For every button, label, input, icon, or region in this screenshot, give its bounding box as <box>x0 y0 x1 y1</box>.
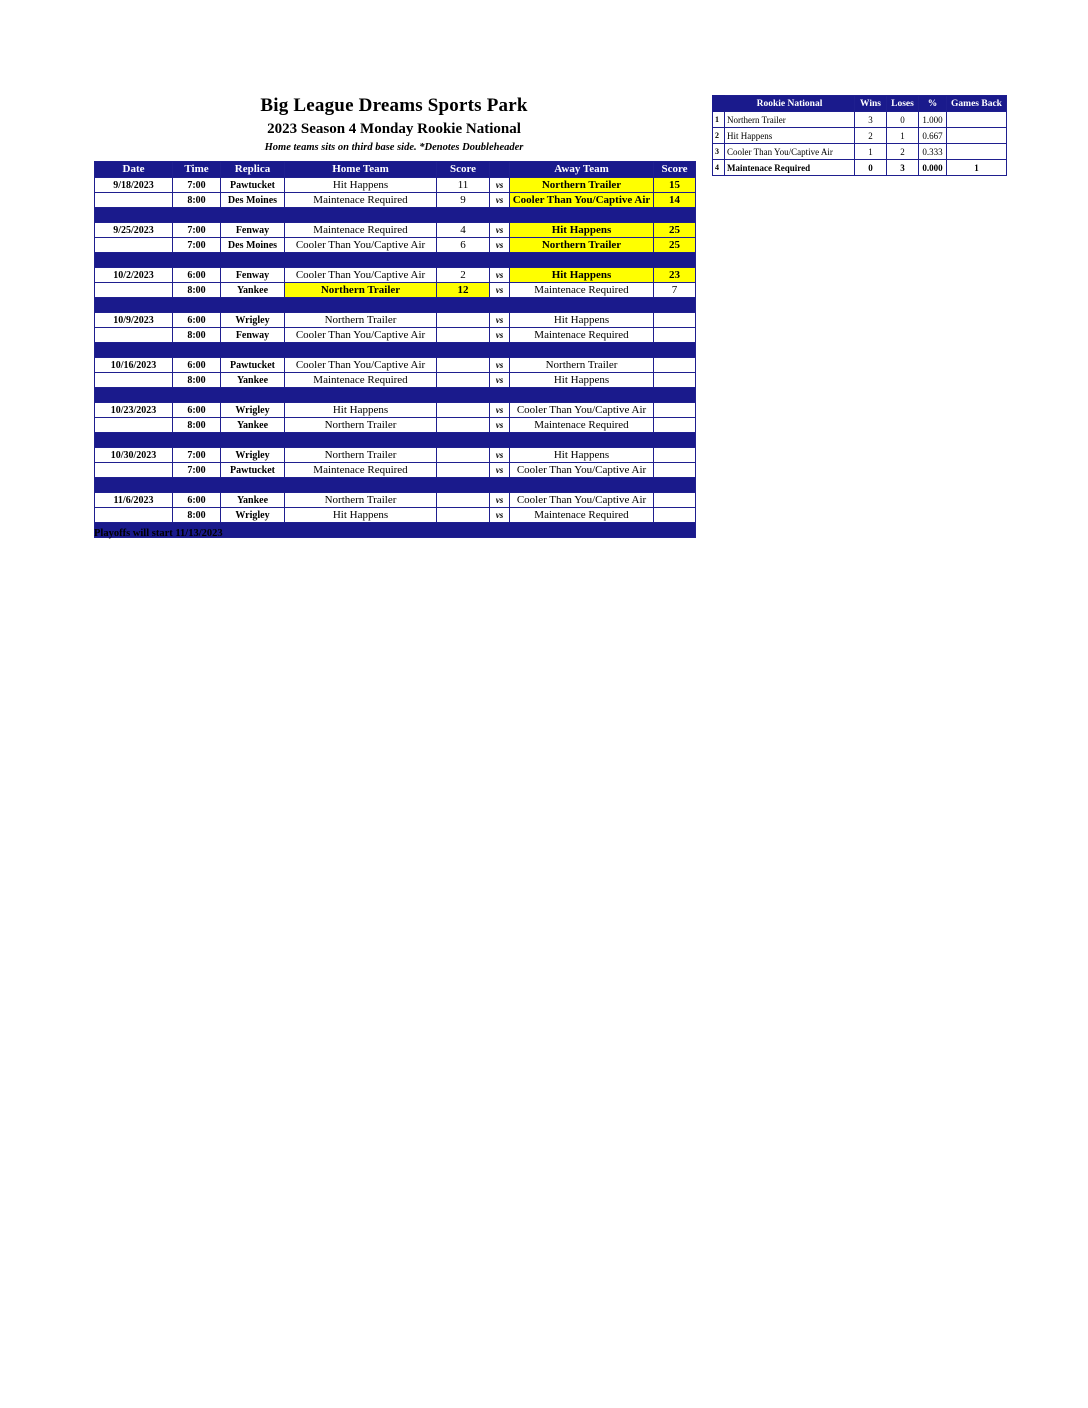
separator-cell <box>95 208 696 223</box>
column-header-date: Date <box>95 162 173 178</box>
standings-rank: 3 <box>713 144 725 160</box>
cell-replica: Fenway <box>221 268 285 283</box>
cell-away-score: 15 <box>654 178 696 193</box>
cell-vs: vs <box>490 313 510 328</box>
table-row <box>95 238 696 253</box>
cell-home-team: Hit Happens <box>285 403 437 418</box>
standings-games-back <box>947 128 1007 144</box>
cell-home-team: Hit Happens <box>285 508 437 523</box>
schedule-separator-row <box>95 433 696 448</box>
cell-time: 6:00 <box>173 493 221 508</box>
table-row <box>95 373 696 388</box>
cell-home-team: Cooler Than You/Captive Air <box>285 238 437 253</box>
standings-loses: 1 <box>887 128 919 144</box>
table-row <box>95 508 696 523</box>
page-subtitle: 2023 Season 4 Monday Rookie National <box>267 121 521 137</box>
header-note: Home teams sits on third base side. *Denotes Doubleheader <box>264 142 524 153</box>
cell-home-score: 2 <box>437 268 490 283</box>
cell-replica: Fenway <box>221 223 285 238</box>
cell-vs: vs <box>490 193 510 208</box>
cell-time: 6:00 <box>173 358 221 373</box>
cell-vs: vs <box>490 268 510 283</box>
cell-home-score <box>437 328 490 343</box>
cell-home-team: Cooler Than You/Captive Air <box>285 268 437 283</box>
cell-date: 11/6/2023 <box>95 493 173 508</box>
cell-replica: Pawtucket <box>221 178 285 193</box>
cell-time: 8:00 <box>173 508 221 523</box>
cell-away-team: Maintenace Required <box>510 418 654 433</box>
cell-home-score <box>437 508 490 523</box>
separator-cell <box>95 388 696 403</box>
column-header-away-score: Score <box>654 162 696 178</box>
playoff-note: Playoffs will start 11/13/2023 <box>94 528 223 539</box>
standings-pct: 0.000 <box>919 160 947 176</box>
cell-vs: vs <box>490 448 510 463</box>
cell-replica: Yankee <box>221 373 285 388</box>
cell-date <box>95 328 173 343</box>
schedule-table <box>94 161 696 538</box>
standings-rank: 4 <box>713 160 725 176</box>
cell-replica: Wrigley <box>221 313 285 328</box>
cell-away-score <box>654 508 696 523</box>
standings-games-back: 1 <box>947 160 1007 176</box>
cell-date: 10/2/2023 <box>95 268 173 283</box>
cell-home-score <box>437 418 490 433</box>
table-row <box>95 328 696 343</box>
cell-date <box>95 508 173 523</box>
cell-date <box>95 238 173 253</box>
standings-corner <box>713 96 725 112</box>
separator-cell <box>95 433 696 448</box>
cell-date <box>95 193 173 208</box>
table-row <box>95 403 696 418</box>
standings-team: Northern Trailer <box>725 112 855 128</box>
cell-away-team: Cooler Than You/Captive Air <box>510 403 654 418</box>
cell-home-team: Maintenace Required <box>285 463 437 478</box>
cell-home-team: Northern Trailer <box>285 283 437 298</box>
cell-away-team: Hit Happens <box>510 268 654 283</box>
standings-wins: 1 <box>855 144 887 160</box>
schedule-separator-row <box>95 478 696 493</box>
cell-home-team: Northern Trailer <box>285 493 437 508</box>
cell-away-score <box>654 373 696 388</box>
cell-vs: vs <box>490 283 510 298</box>
standings-column-pct: % <box>919 96 947 112</box>
schedule-separator-row <box>95 253 696 268</box>
standings-column-loses: Loses <box>887 96 919 112</box>
cell-replica: Yankee <box>221 493 285 508</box>
cell-time: 7:00 <box>173 178 221 193</box>
column-header-home-team: Home Team <box>285 162 437 178</box>
cell-home-score <box>437 403 490 418</box>
cell-away-team: Cooler Than You/Captive Air <box>510 463 654 478</box>
cell-home-team: Hit Happens <box>285 178 437 193</box>
standings-row <box>713 112 1007 128</box>
standings-column-wins: Wins <box>855 96 887 112</box>
cell-away-score <box>654 328 696 343</box>
standings-pct: 0.667 <box>919 128 947 144</box>
cell-home-score: 12 <box>437 283 490 298</box>
cell-away-team: Maintenace Required <box>510 283 654 298</box>
cell-time: 7:00 <box>173 238 221 253</box>
schedule-header-row <box>95 162 696 178</box>
standings-loses: 0 <box>887 112 919 128</box>
cell-home-score <box>437 448 490 463</box>
cell-away-team: Hit Happens <box>510 373 654 388</box>
cell-vs: vs <box>490 373 510 388</box>
cell-date <box>95 463 173 478</box>
cell-time: 7:00 <box>173 223 221 238</box>
schedule-separator-row <box>95 208 696 223</box>
cell-away-team: Hit Happens <box>510 448 654 463</box>
cell-replica: Des Moines <box>221 193 285 208</box>
cell-home-score <box>437 463 490 478</box>
separator-cell <box>95 298 696 313</box>
cell-date: 9/18/2023 <box>95 178 173 193</box>
standings-loses: 2 <box>887 144 919 160</box>
standings-loses: 3 <box>887 160 919 176</box>
cell-replica: Wrigley <box>221 403 285 418</box>
table-row <box>95 313 696 328</box>
cell-home-team: Northern Trailer <box>285 418 437 433</box>
cell-time: 7:00 <box>173 448 221 463</box>
standings-row <box>713 128 1007 144</box>
cell-home-team: Maintenace Required <box>285 373 437 388</box>
schedule-separator-row <box>95 343 696 358</box>
cell-away-score <box>654 463 696 478</box>
cell-time: 7:00 <box>173 463 221 478</box>
standings-games-back <box>947 112 1007 128</box>
standings-column-games-back: Games Back <box>947 96 1007 112</box>
table-row <box>95 418 696 433</box>
cell-away-team: Maintenace Required <box>510 508 654 523</box>
cell-away-score <box>654 313 696 328</box>
standings-column-division: Rookie National <box>725 96 855 112</box>
column-header-vs <box>490 162 510 178</box>
cell-away-team: Cooler Than You/Captive Air <box>510 493 654 508</box>
cell-away-team: Northern Trailer <box>510 238 654 253</box>
cell-home-team: Northern Trailer <box>285 448 437 463</box>
cell-vs: vs <box>490 418 510 433</box>
cell-vs: vs <box>490 223 510 238</box>
column-header-time: Time <box>173 162 221 178</box>
cell-date: 10/23/2023 <box>95 403 173 418</box>
cell-away-team: Maintenace Required <box>510 328 654 343</box>
cell-date: 9/25/2023 <box>95 223 173 238</box>
cell-away-score: 7 <box>654 283 696 298</box>
standings-wins: 3 <box>855 112 887 128</box>
table-row <box>95 283 696 298</box>
separator-cell <box>95 478 696 493</box>
cell-replica: Wrigley <box>221 448 285 463</box>
cell-home-score: 6 <box>437 238 490 253</box>
cell-away-score: 23 <box>654 268 696 283</box>
cell-date <box>95 418 173 433</box>
cell-home-score: 9 <box>437 193 490 208</box>
cell-home-score: 4 <box>437 223 490 238</box>
cell-away-score <box>654 493 696 508</box>
cell-replica: Yankee <box>221 283 285 298</box>
cell-vs: vs <box>490 403 510 418</box>
cell-date <box>95 283 173 298</box>
cell-time: 6:00 <box>173 313 221 328</box>
cell-away-score <box>654 418 696 433</box>
cell-date: 10/16/2023 <box>95 358 173 373</box>
separator-cell <box>95 343 696 358</box>
cell-vs: vs <box>490 358 510 373</box>
schedule-separator-row <box>95 388 696 403</box>
table-row <box>95 223 696 238</box>
cell-time: 8:00 <box>173 283 221 298</box>
cell-away-team: Hit Happens <box>510 313 654 328</box>
cell-away-score <box>654 403 696 418</box>
cell-away-score <box>654 448 696 463</box>
page-title: Big League Dreams Sports Park <box>260 95 528 116</box>
column-header-home-score: Score <box>437 162 490 178</box>
cell-home-team: Northern Trailer <box>285 313 437 328</box>
table-row <box>95 493 696 508</box>
cell-away-team: Cooler Than You/Captive Air <box>510 193 654 208</box>
table-row <box>95 268 696 283</box>
standings-row <box>713 144 1007 160</box>
cell-vs: vs <box>490 463 510 478</box>
standings-pct: 0.333 <box>919 144 947 160</box>
table-row <box>95 463 696 478</box>
document-header <box>94 95 694 155</box>
cell-replica: Pawtucket <box>221 358 285 373</box>
table-row <box>95 178 696 193</box>
cell-replica: Fenway <box>221 328 285 343</box>
cell-away-score: 25 <box>654 223 696 238</box>
standings-table <box>712 95 1007 176</box>
standings-rank: 1 <box>713 112 725 128</box>
column-header-replica: Replica <box>221 162 285 178</box>
cell-replica: Pawtucket <box>221 463 285 478</box>
standings-team: Maintenace Required <box>725 160 855 176</box>
schedule-separator-row <box>95 298 696 313</box>
cell-vs: vs <box>490 493 510 508</box>
cell-home-team: Cooler Than You/Captive Air <box>285 328 437 343</box>
cell-time: 8:00 <box>173 193 221 208</box>
cell-vs: vs <box>490 238 510 253</box>
cell-away-team: Northern Trailer <box>510 358 654 373</box>
standings-team: Cooler Than You/Captive Air <box>725 144 855 160</box>
cell-away-score: 14 <box>654 193 696 208</box>
cell-away-team: Northern Trailer <box>510 178 654 193</box>
cell-vs: vs <box>490 508 510 523</box>
cell-replica: Wrigley <box>221 508 285 523</box>
standings-wins: 2 <box>855 128 887 144</box>
cell-date <box>95 373 173 388</box>
cell-home-team: Maintenace Required <box>285 193 437 208</box>
cell-home-team: Maintenace Required <box>285 223 437 238</box>
cell-vs: vs <box>490 178 510 193</box>
standings-pct: 1.000 <box>919 112 947 128</box>
cell-time: 6:00 <box>173 268 221 283</box>
cell-time: 8:00 <box>173 418 221 433</box>
cell-replica: Des Moines <box>221 238 285 253</box>
cell-home-score <box>437 493 490 508</box>
cell-away-team: Hit Happens <box>510 223 654 238</box>
cell-time: 6:00 <box>173 403 221 418</box>
separator-cell <box>95 253 696 268</box>
cell-home-score: 11 <box>437 178 490 193</box>
cell-home-score <box>437 373 490 388</box>
column-header-away-team: Away Team <box>510 162 654 178</box>
standings-row <box>713 160 1007 176</box>
standings-header-row <box>713 96 1007 112</box>
table-row <box>95 193 696 208</box>
standings-wins: 0 <box>855 160 887 176</box>
cell-time: 8:00 <box>173 373 221 388</box>
cell-home-team: Cooler Than You/Captive Air <box>285 358 437 373</box>
standings-rank: 2 <box>713 128 725 144</box>
table-row <box>95 448 696 463</box>
cell-home-score <box>437 313 490 328</box>
table-row <box>95 358 696 373</box>
cell-replica: Yankee <box>221 418 285 433</box>
standings-games-back <box>947 144 1007 160</box>
cell-time: 8:00 <box>173 328 221 343</box>
cell-date: 10/9/2023 <box>95 313 173 328</box>
standings-team: Hit Happens <box>725 128 855 144</box>
cell-date: 10/30/2023 <box>95 448 173 463</box>
cell-away-score: 25 <box>654 238 696 253</box>
cell-away-score <box>654 358 696 373</box>
cell-home-score <box>437 358 490 373</box>
cell-vs: vs <box>490 328 510 343</box>
